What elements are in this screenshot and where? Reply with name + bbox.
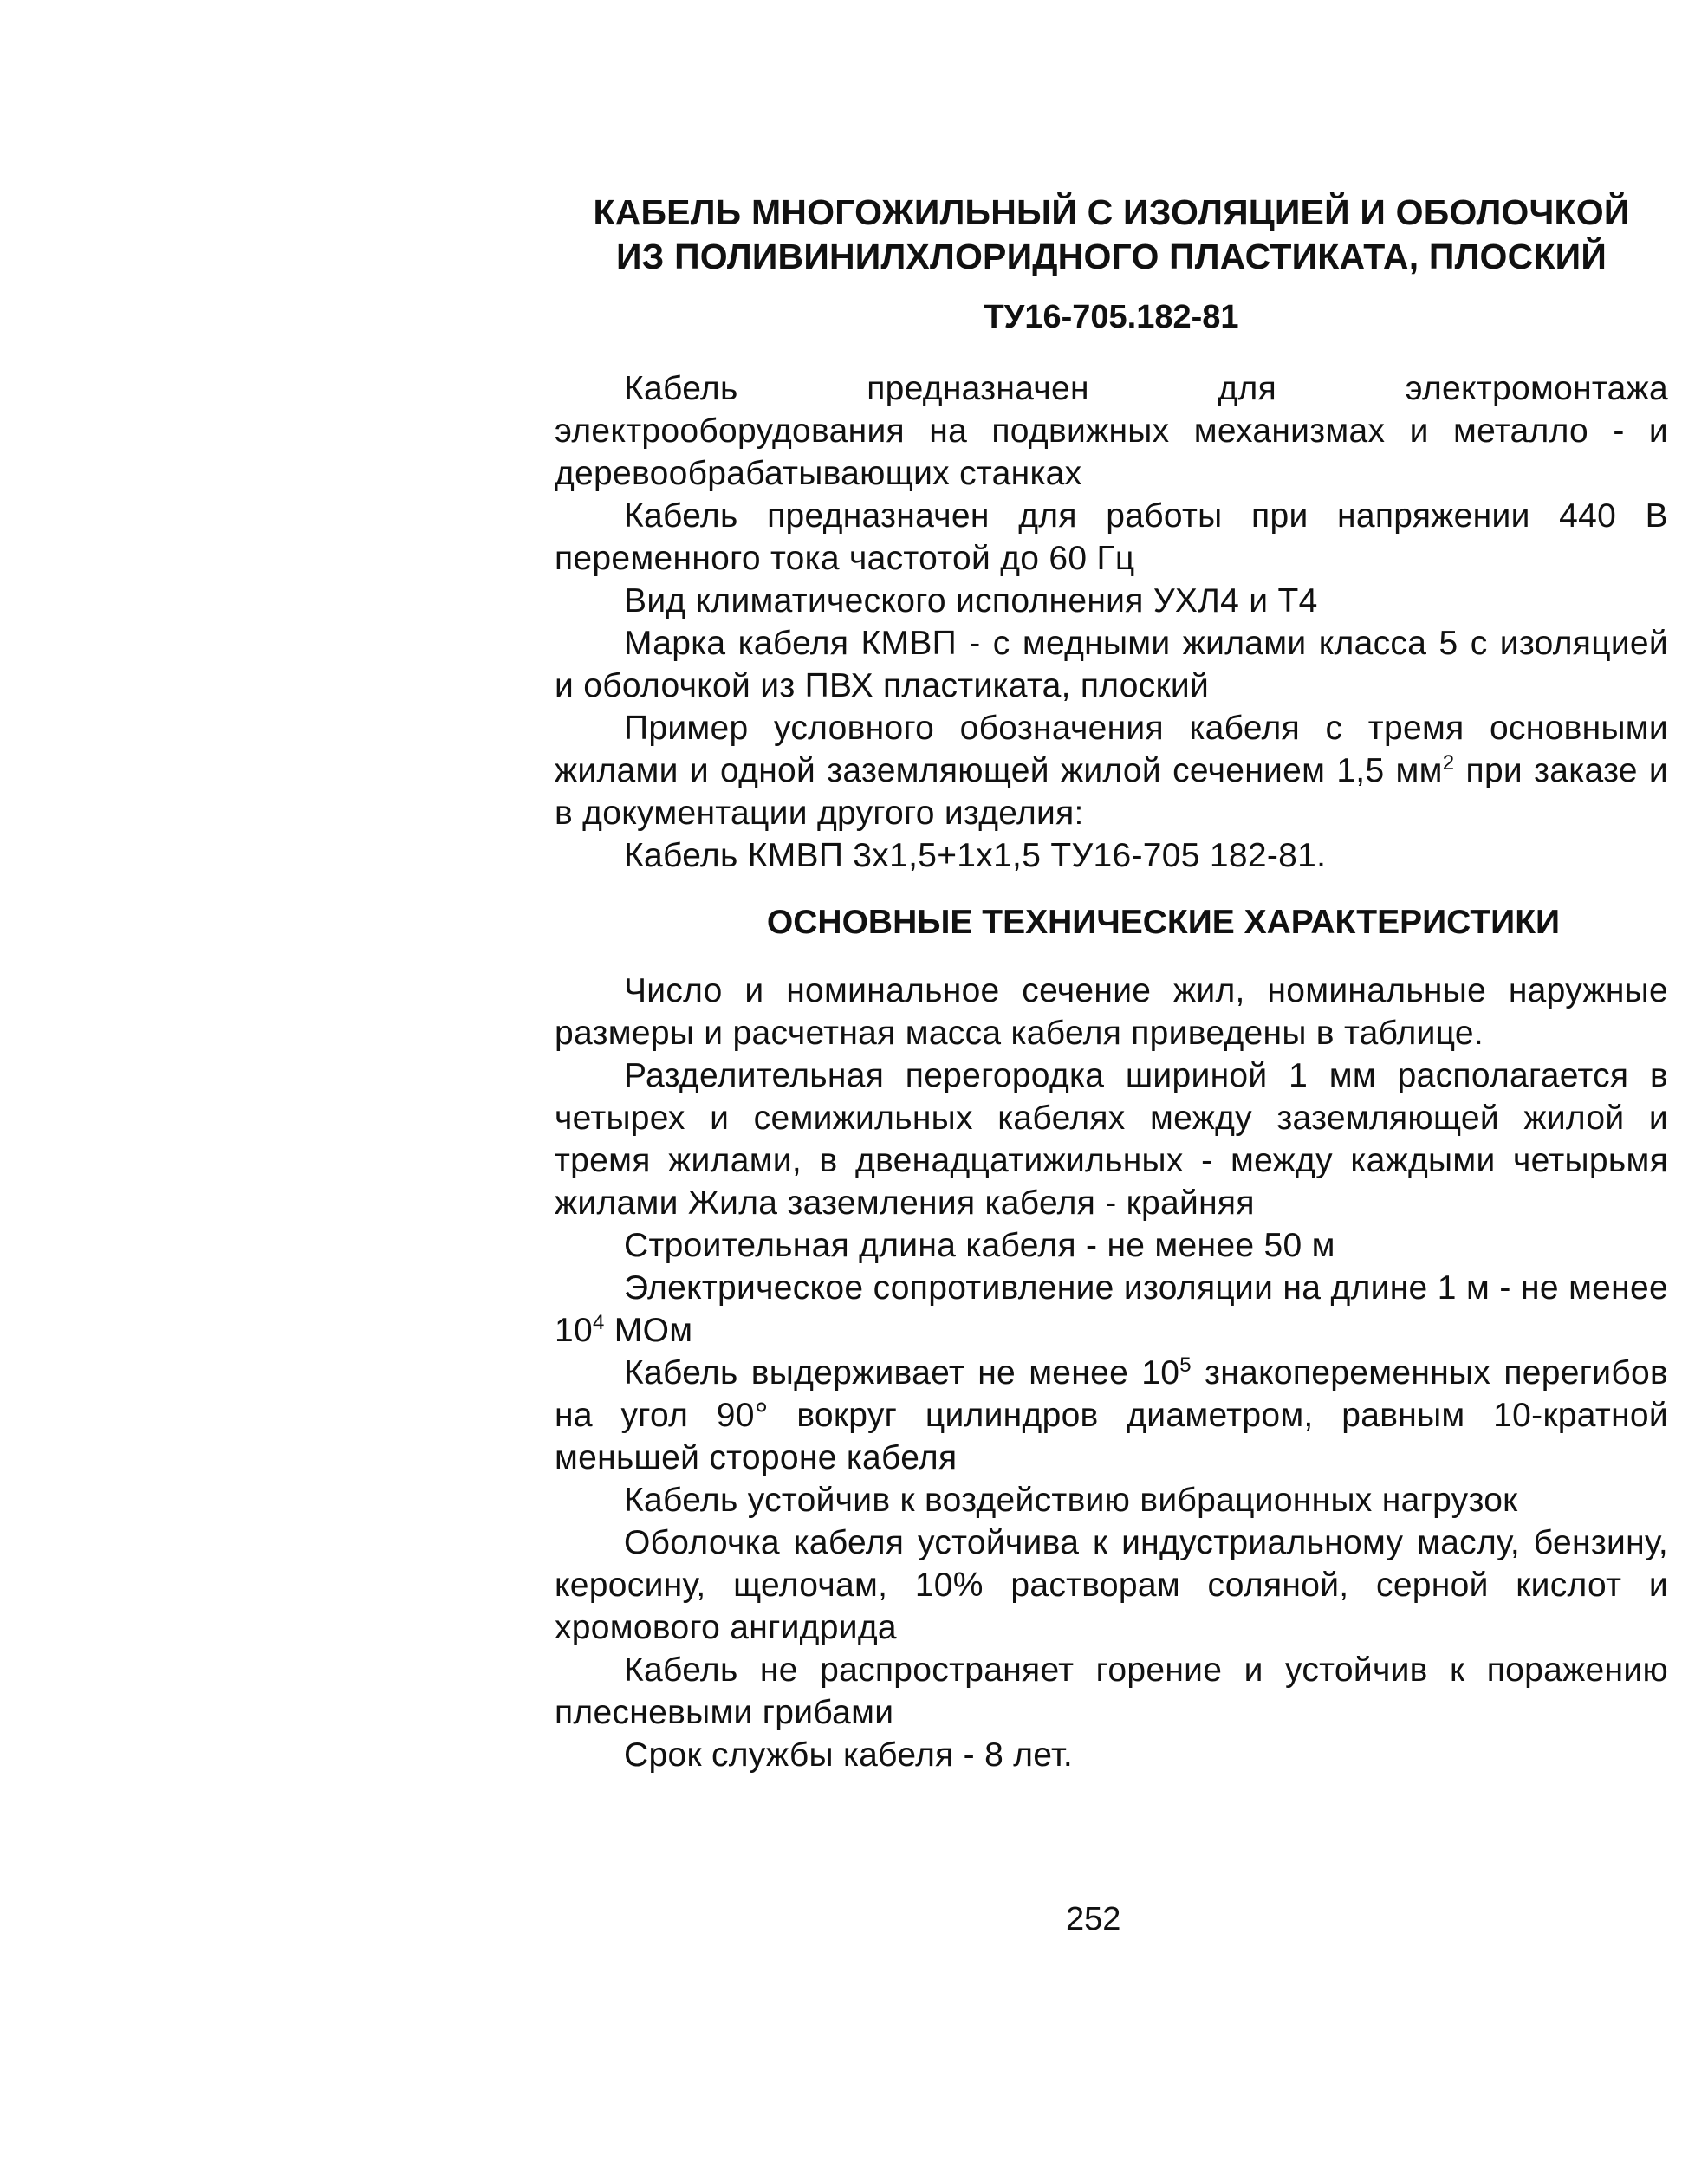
spec-paragraph: Оболочка кабеля устойчива к индустриальному маслу, бензину, керосину, щелочам, 10% растворам соляной, серной кислот и хромового ангидрида (555, 1524, 1668, 1646)
title-line-1: КАБЕЛЬ МНОГОЖИЛЬНЫЙ С ИЗОЛЯЦИЕЙ И ОБОЛОЧКОЙ (593, 192, 1630, 232)
superscript: 2 (1442, 751, 1455, 775)
document-page (555, 191, 1668, 1776)
spec-paragraph: Срок службы кабеля - 8 лет. (624, 1736, 1073, 1774)
superscript: 4 (592, 1311, 605, 1334)
spec-paragraph: Кабель устойчив к воздействию вибрационных нагрузок (624, 1482, 1518, 1519)
text-fragment: Кабель выдерживает не менее 10 (624, 1354, 1180, 1392)
spec-paragraph: Разделительная перегородка шириной 1 мм располагается в четырех и семижильных кабелях между заземляющей жилой и тремя жилами, в двенадцатижильных - между каждыми четырьмя жилами Жила заземления кабеля - крайняя (555, 1057, 1668, 1222)
intro-paragraph (555, 707, 1668, 834)
spec-paragraph: Кабель не распространяет горение и устойчив к поражению плесневыми грибами (555, 1651, 1668, 1731)
intro-paragraph: Кабель КМВП 3х1,5+1х1,5 ТУ16-705 182-81. (624, 837, 1327, 874)
page-number: 252 (1066, 1901, 1121, 1937)
section-title: ОСНОВНЫЕ ТЕХНИЧЕСКИЕ ХАРАКТЕРИСТИКИ (766, 904, 1561, 941)
document-title (555, 191, 1668, 279)
spec-number: ТУ16-705.182-81 (984, 299, 1239, 335)
superscript: 5 (1179, 1353, 1192, 1377)
text-fragment: МОм (604, 1312, 693, 1349)
text-fragment: при заказе и в документации другого изделия: (555, 752, 1668, 832)
intro-paragraph: Вид климатического исполнения УХЛ4 и Т4 (624, 582, 1318, 620)
spec-paragraph: Строительная длина кабеля - не менее 50 м (624, 1227, 1335, 1264)
text-fragment: Пример условного обозначения кабеля с тремя основными жилами и одной заземляющей жилой сечением 1,5 мм (555, 710, 1668, 789)
title-line-2: ИЗ ПОЛИВИНИЛХЛОРИДНОГО ПЛАСТИКАТА, ПЛОСКИЙ (615, 237, 1607, 276)
text-fragment: Электрическое сопротивление изоляции на длине 1 м - не менее 10 (555, 1269, 1668, 1349)
specs-section (555, 970, 1668, 1776)
intro-paragraph: Кабель предназначен для работы при напряжении 440 В переменного тока частотой до 60 Гц (555, 497, 1668, 577)
text-fragment: знакопеременных перегибов на угол 90° вокруг цилиндров диаметром, равным 10-кратной меньшей стороне кабеля (555, 1354, 1668, 1476)
spec-paragraph: Число и номинальное сечение жил, номинальные наружные размеры и расчетная масса кабеля приведены в таблице. (555, 972, 1668, 1052)
intro-section (555, 367, 1668, 877)
spec-paragraph (555, 1352, 1668, 1479)
intro-paragraph: Марка кабеля КМВП - с медными жилами класса 5 с изоляцией и оболочкой из ПВХ пластиката, плоский (555, 625, 1668, 704)
intro-paragraph: Кабель предназначен для электромонтажа электрооборудования на подвижных механизмах и металло - и деревообрабатывающих станках (555, 370, 1668, 492)
spec-paragraph (555, 1267, 1668, 1352)
